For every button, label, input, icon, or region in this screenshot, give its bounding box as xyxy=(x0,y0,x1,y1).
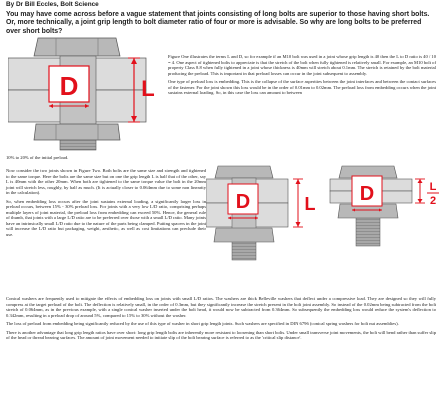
figure-two-left-d-label: D xyxy=(235,191,251,213)
figure-one-d-label: D xyxy=(59,71,79,101)
paragraph: One type of preload loss is embedding. This is the collapse of the surface asperities between the joint interfaces and between the contact surfaces of the fastener. For the joint shown this loss would be in the order of 0.01mm to 0.02mm. The preload loss from embedding occurs when the joint sustains external loading. So, in this case the loss can amount to between xyxy=(168,79,436,95)
byline: By Dr Bill Eccles, Bolt Science xyxy=(6,1,99,8)
paragraph-loss-continued: 10% to 20% of the initial preload. xyxy=(6,155,69,160)
figure-two-right-d-label: D xyxy=(359,183,375,205)
figure-two-right-l-denominator: 2 xyxy=(429,195,437,207)
paragraph: So, when embedding loss occurs after the joint sustains external loading, a significantly larger loss in preload occurs, between 15% - 30% preload loss. For joints with a very low L/D ratio, comprising perhaps multiple layers of joint material, the preload loss from embedding can exceed 50%. Hence, the general rule of thumb, that joints with a large L/D ratio are to be preferred over those with a small L/D ratio. Many joints have an intrinsically small L/D ratio due to the nature of the parts being clamped. Putting spacers in the joint will increase the L/D ratio but packaging, weight, aesthetic, as well as cost limitations can preclude their use. xyxy=(6,198,206,237)
figure-two-bolt-diagrams xyxy=(206,162,442,287)
paragraph: Conical washers are frequently used to mitigate the effects of embedding loss on joints with small L/D ratios. The washers are thick Belleville washers that deflect under a compressive load. They are designed so they will fully compress at the target preload of the bolt. The deflection is relatively small, in the order of 0.3mm, but they significantly increase the stretch present in the bolt joint assembly. So instead of the 0.02mm being subtracted from the bolt stretch of 0.064mm, as in the previous example, with a single conical washer inserted under the bolt head, it would now be subtracted from 0.364mm. So subsequently the embedding loss would reduce the system's deflection to 0.342mm, resulting in a preload drop of around 5%, compared to 15% to 30% without the washer. xyxy=(6,296,436,318)
text-figure-two xyxy=(6,168,206,240)
figure-two-left-l-label: L xyxy=(304,194,316,214)
figure-two-right-l-label: L xyxy=(429,181,437,193)
paragraph: Figure One illustrates the terms L and D, so for example if an M10 bolt was used in a joint whose grip length is 40 then the L to D ratio is 40 / 10 = 4. One aspect of tightened bolts to appreciate is that the stretch of the bolt when fully tightened is relatively small. For example, an M10 bolt of property Class 8.8 when fully tightened in a joint whose thickness is 40mm will stretch about 0.1mm. The stretch is retained by the bolt material producing the preload. This is important in that preload losses can occur in the joint subsequent to assembly. xyxy=(168,54,436,76)
figure-one-l-label: L xyxy=(141,76,155,101)
text-washers xyxy=(6,296,436,344)
text-figure-one xyxy=(168,54,436,99)
paragraph: The loss of preload from embedding being significantly reduced by the use of this type of washer in short grip length joints. Such washers are specified in DIN 6796 (conical spring washers for bolt nut assemblies). xyxy=(6,321,399,326)
figure-one-bolt-diagram xyxy=(8,32,158,158)
paragraph: Now consider the two joints shown in Figure Two. Both bolts are the same size and strength and tightened to the same torque. Here the bolts are the same size but on one the grip length L is half that of the other, say L is 40mm with the other 20mm. When both are tightened to the same torque value the bolt in the 20mm joint will stretch less, roughly, by half as much. (It is actually closer to 0.064mm due to some non linearity in the calculation). xyxy=(6,168,206,195)
paragraph: There is another advantage that long grip length ratios have over short: long grip length bolts are inherently more resistant to loosening than short bolts. Under small transverse joint movements, the bolt will bend rather than suffer slip of the head or thread bearing surfaces. The amount of joint movement needed to initiate slip of the bolt bearing surface is referred to as the 'critical slip distance'. xyxy=(6,329,436,340)
headline: You may have come across before a vague statement that joints consisting of long bolts are superior to those having short bolts. Or, more technically, a joint grip length to bolt diameter ratio of four or more is advisable. So why are long bolts to be preferred over short bolts? xyxy=(6,11,430,35)
